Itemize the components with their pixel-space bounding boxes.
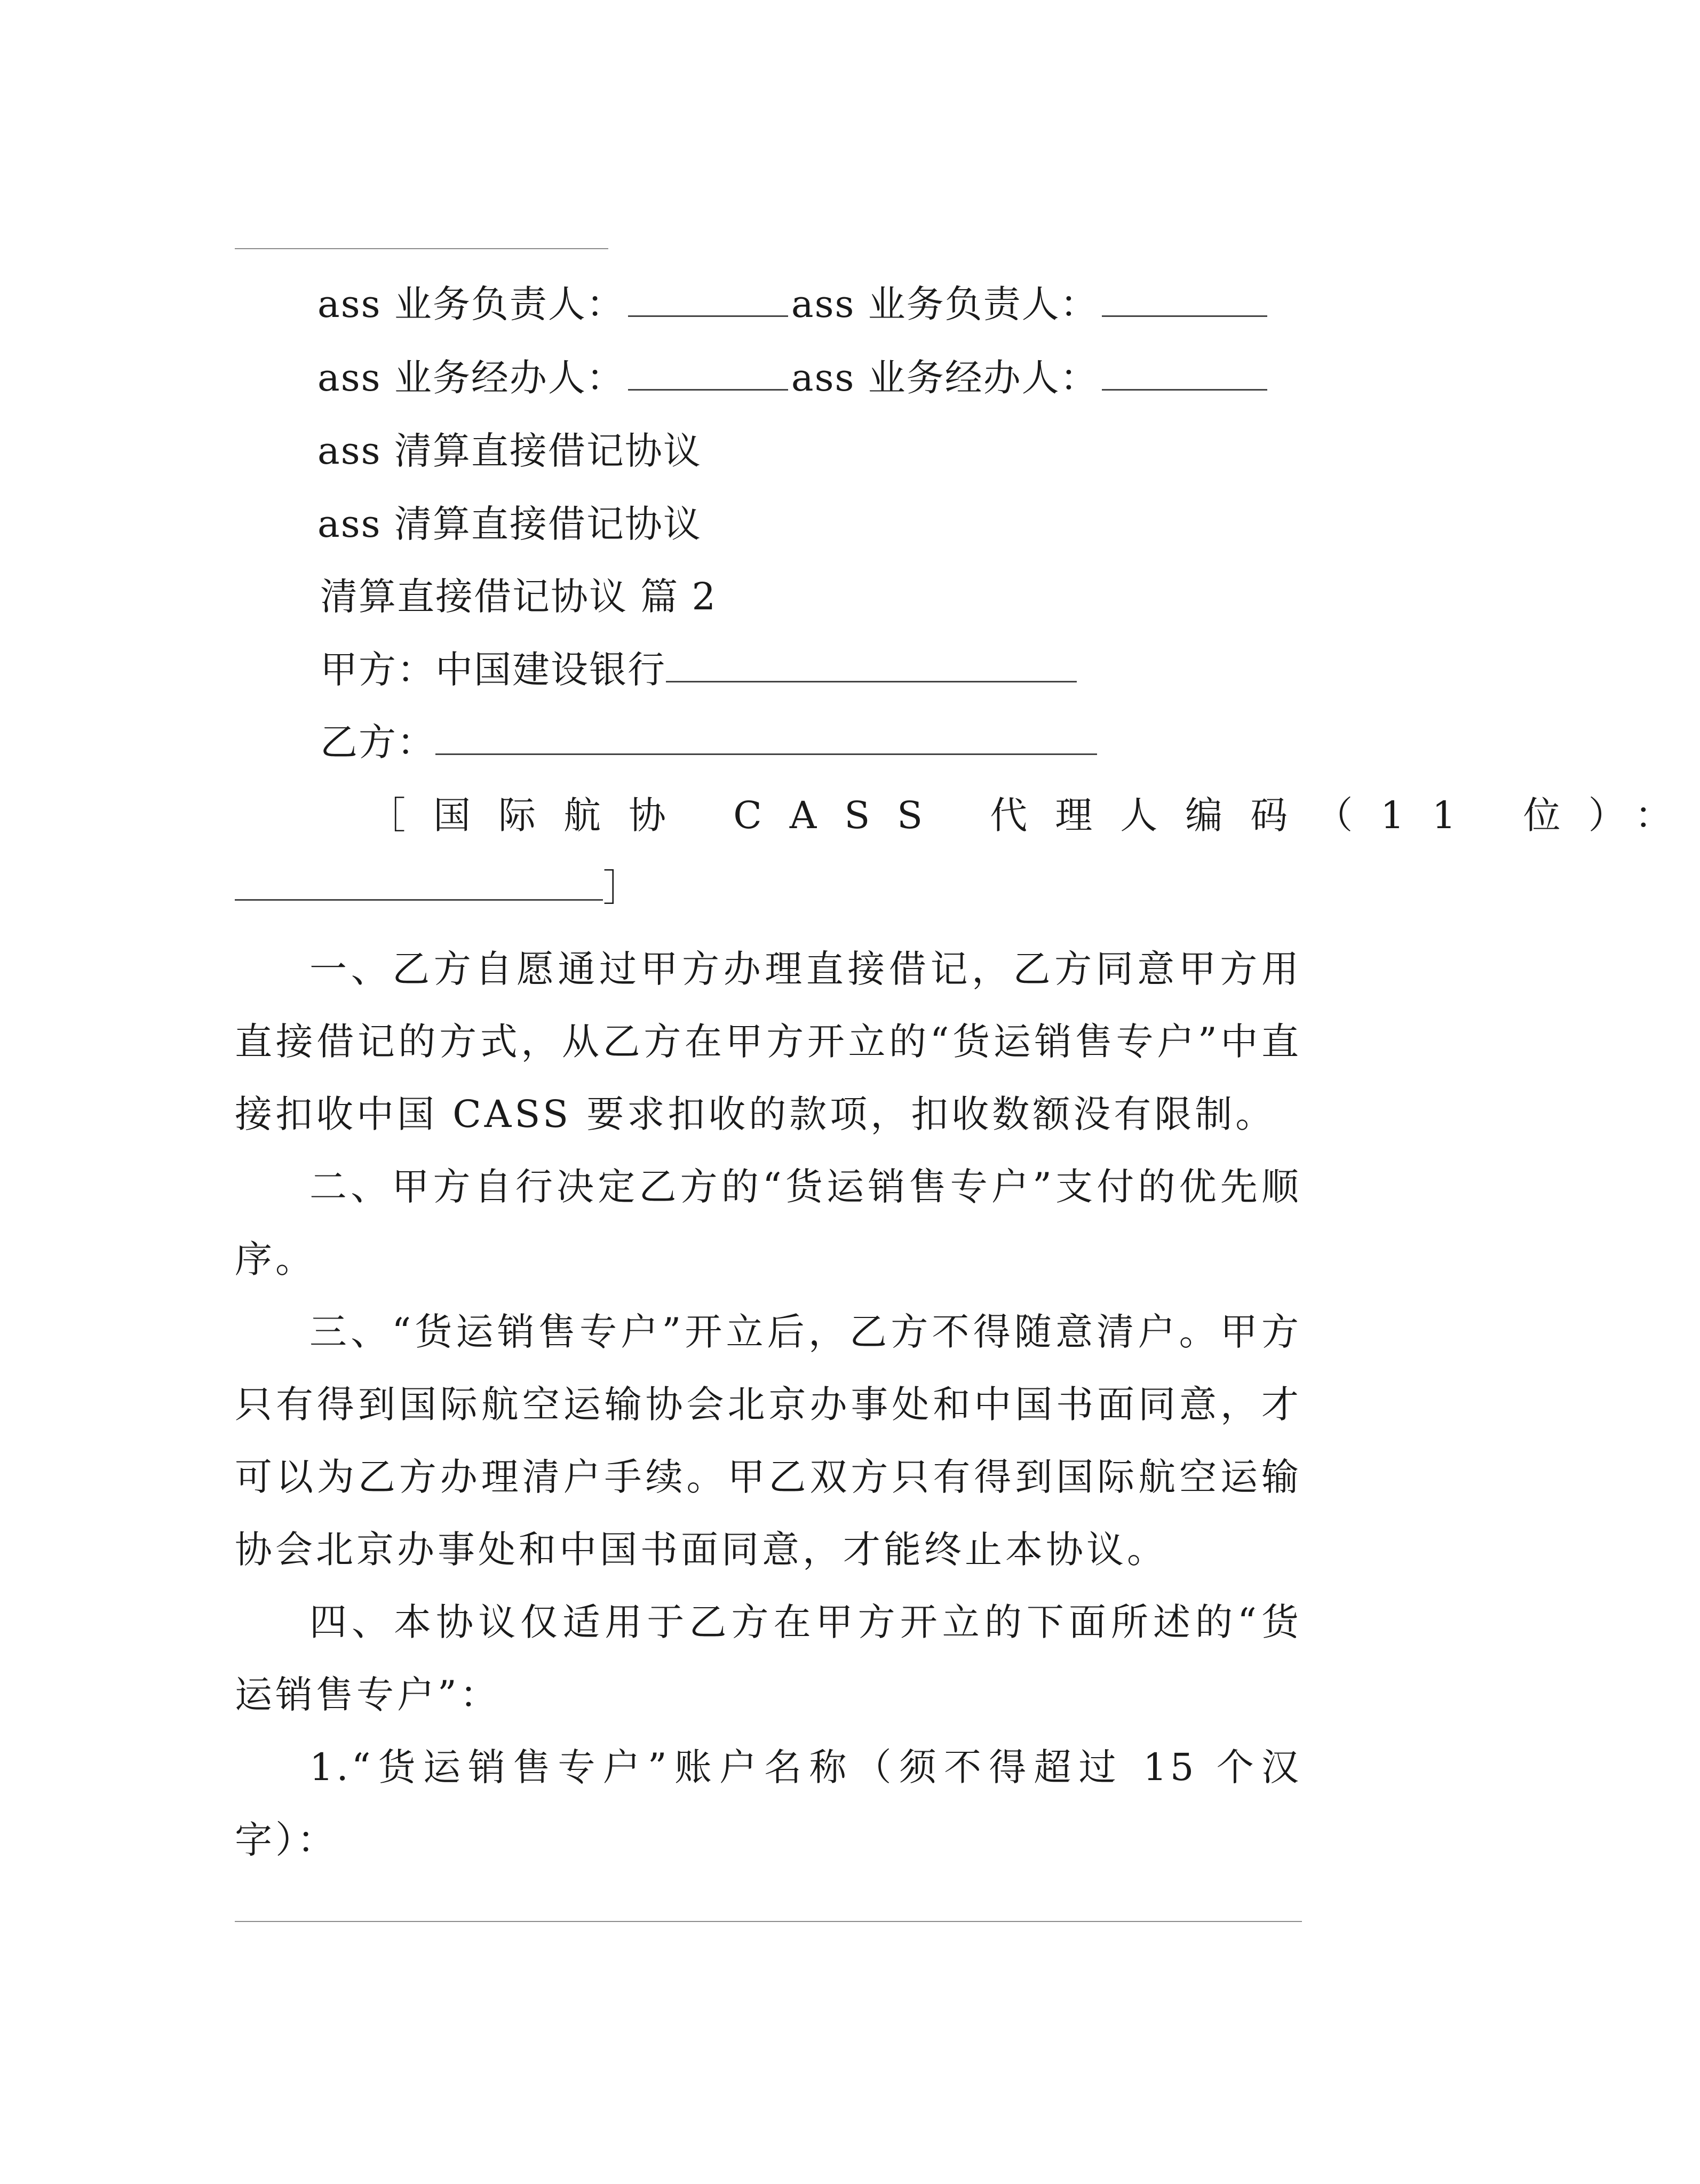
clause-1: 一、乙方自愿通过甲方办理直接借记，乙方同意甲方用直接借记的方式，从乙方在甲方开立的“货运销售专户”中直接扣收中国 CASS 要求扣收的款项，扣收数额没有限制。 — [235, 947, 1302, 1136]
agreement-title: ass 清算直接借记协议 — [317, 502, 702, 546]
clause-4-item-1: 1.“货运销售专户”账户名称（须不得超过 15 个汉字）： — [235, 1745, 1302, 1862]
party-a-blank — [666, 681, 1077, 682]
signature-blank — [1102, 389, 1267, 391]
clause-2: 二、甲方自行决定乙方的“货运销售专户”支付的优先顺序。 — [235, 1165, 1302, 1281]
signature-blank — [628, 315, 788, 317]
footer-rule — [235, 1921, 1302, 1922]
agent-code-blank — [235, 899, 603, 901]
agent-code-line: ［国际航协 CASS 代理人编码（11 位）： — [368, 793, 1700, 837]
signature-row — [317, 277, 1270, 331]
party-b-row — [320, 716, 1100, 769]
party-a-row — [320, 643, 1080, 696]
party-b-blank — [435, 753, 1097, 755]
agreement-title: ass 清算直接借记协议 — [317, 429, 702, 473]
business-manager-label-right: ass 业务负责人： — [791, 282, 1099, 326]
signature-blank — [1102, 315, 1267, 317]
agent-code-close: ］ — [603, 866, 641, 910]
signature-blank — [628, 389, 788, 391]
business-manager-label-left: ass 业务负责人： — [317, 282, 625, 326]
agent-code-row — [235, 861, 641, 915]
business-handler-label-left: ass 业务经办人： — [317, 356, 625, 400]
agreement-section-title: 清算直接借记协议 篇 2 — [320, 575, 717, 618]
clause-4: 四、本协议仅适用于乙方在甲方开立的下面所述的“货运销售专户”： — [235, 1600, 1302, 1717]
business-handler-label-right: ass 业务经办人： — [791, 356, 1099, 400]
party-b-label: 乙方： — [320, 720, 435, 764]
clause-3: 三、“货运销售专户”开立后，乙方不得随意清户。甲方只有得到国际航空运输协会北京办事处和中国书面同意，才可以为乙方办理清户手续。甲乙双方只有得到国际航空运输协会北京办事处和中国书面同意，才能终止本协议。 — [235, 1310, 1302, 1571]
party-a-label: 甲方：中国建设银行 — [320, 648, 666, 692]
header-rule — [235, 248, 608, 249]
clauses — [235, 933, 1302, 1876]
signature-row — [317, 351, 1270, 404]
